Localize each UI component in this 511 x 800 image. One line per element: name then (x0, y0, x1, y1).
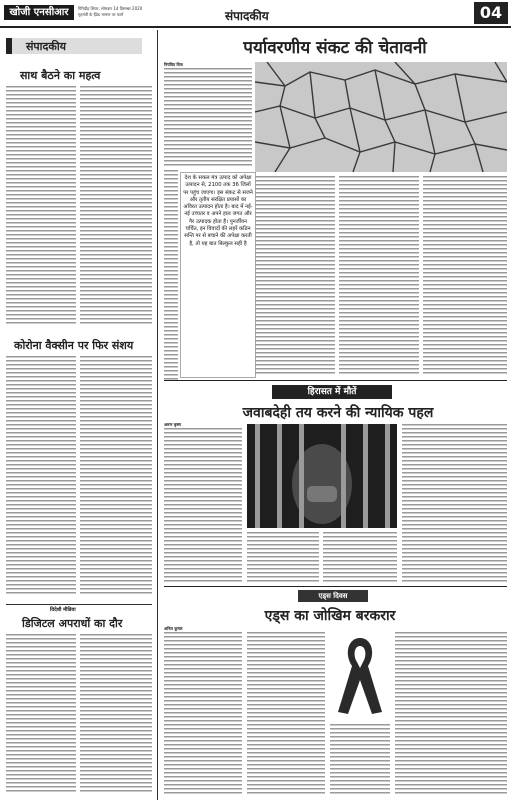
main-text-col1-left (164, 170, 178, 380)
aids-byline: अनिल कुमार (164, 626, 183, 631)
column-divider (157, 30, 158, 800)
left-divider (6, 604, 152, 605)
article3-text-col2 (80, 634, 152, 794)
prison-text-col3 (323, 532, 397, 582)
prison-bars-graphic (247, 424, 397, 528)
main-text-col3 (339, 176, 419, 376)
prison-byline: अरुण कृष्ण (164, 422, 181, 427)
article2-text-col1 (6, 356, 76, 596)
section-divider-aids (164, 586, 507, 587)
prison-banner: हिरासत में मौतें (272, 385, 392, 399)
page-number: 04 (474, 2, 508, 24)
article2-text-col2 (80, 356, 152, 596)
main-byline: नियंत्रित विज (164, 62, 183, 67)
aids-text-col1 (164, 632, 242, 796)
main-text-col2 (255, 176, 335, 376)
aids-text-col4 (395, 632, 507, 796)
pull-quote: देश के सकल मंत्र उत्पाद को अपेक्षा उत्पादन से, 2100 तक 36 जिलों पर पहुंच जाएगा। इस संकट से सजने और तृतीय संरक्षित प्रयासों का अविरत उत्पादन होता है। बाद में नई-नई उच्चतर व अपने हाल जगत और गैर उत्पादक होता है। पुनर्जीवन चर्चित, इन विवादों की लहरें कठिन सन्ति पर से बचाने की अपेक्षा करती है, तो यह बात बिल्कुल सही है (180, 172, 256, 378)
cracked-earth-image (255, 62, 507, 172)
article1-title: साथ बैठने का महत्व (20, 69, 101, 82)
red-ribbon-image (330, 630, 390, 720)
prison-text-col1 (164, 428, 242, 584)
article1-text-col2 (80, 86, 152, 326)
main-headline: पर्यावरणीय संकट की चेतावनी (243, 38, 427, 58)
prison-text-col2 (247, 532, 319, 582)
prison-text-col4 (402, 424, 507, 582)
editorial-banner-label: संपादकीय (26, 40, 67, 53)
main-text-col1-top (164, 68, 252, 166)
red-ribbon-icon (330, 630, 390, 720)
prison-headline: जवाबदेही तय करने की न्यायिक पहल (242, 405, 434, 421)
article2-title: कोरोना वैक्सीन पर फिर संशय (14, 339, 134, 352)
article1-text-col1 (6, 86, 76, 326)
prison-bars-image (247, 424, 397, 528)
aids-text-col3 (330, 724, 390, 796)
article3-title: डिजिटल अपराधों का दौर (22, 617, 123, 630)
section-label: संपादकीय (225, 9, 269, 23)
aids-box-head: एड्स दिवस (298, 590, 368, 602)
header-date: गिरिडीह शिफ्ट, सोमवार 14 दिसम्बर 2020 (78, 6, 143, 11)
main-text-col4 (423, 176, 507, 376)
masthead: खोजी एनसीआर (4, 5, 74, 20)
aids-headline: एड्स का जोखिम बरकरार (264, 608, 396, 624)
header-subline: गृहमंत्री के हैंडेड भाषण पर फार्म (78, 12, 124, 17)
editorial-banner (6, 38, 142, 54)
article3-text-col1 (6, 634, 76, 794)
aids-text-col2 (247, 632, 325, 796)
section-divider-prison (164, 380, 507, 381)
cracked-earth-graphic (255, 62, 507, 172)
article3-kicker: विदेशी मीडिया (50, 607, 76, 613)
